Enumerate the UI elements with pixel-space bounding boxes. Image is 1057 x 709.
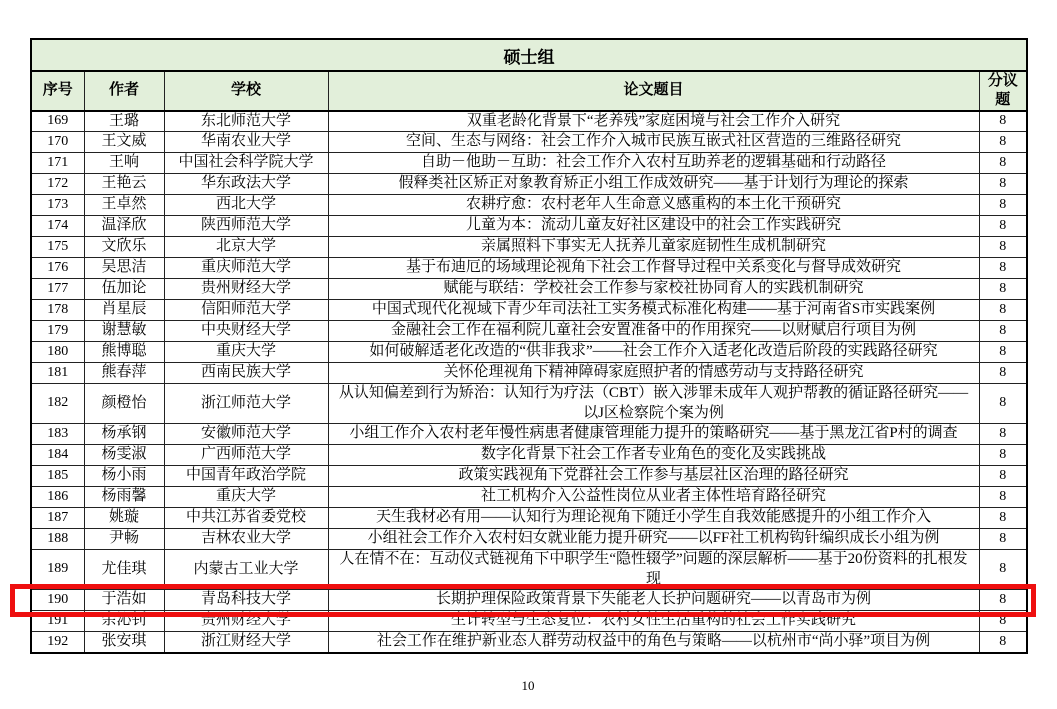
table-row [31, 237, 1027, 258]
row-author: 杨承钢 [84, 424, 164, 445]
row-topic: 8 [979, 132, 1027, 153]
table-row [31, 466, 1027, 487]
row-title: 关怀伦理视角下精神障碍家庭照护者的情感劳动与支持路径研究 [328, 363, 979, 384]
row-school: 中共江苏省委党校 [164, 508, 328, 529]
row-topic: 8 [979, 258, 1027, 279]
row-title: 亲属照料下事实无人抚养儿童家庭韧性生成机制研究 [328, 237, 979, 258]
row-author: 王璐 [84, 111, 164, 132]
row-no: 179 [31, 321, 84, 342]
row-author: 颜橙怡 [84, 384, 164, 424]
row-no: 173 [31, 195, 84, 216]
row-school: 中国青年政治学院 [164, 466, 328, 487]
table-row [31, 384, 1027, 424]
row-topic: 8 [979, 384, 1027, 424]
row-no: 188 [31, 529, 84, 550]
row-no: 180 [31, 342, 84, 363]
row-school: 重庆师范大学 [164, 258, 328, 279]
row-school: 中国社会科学院大学 [164, 153, 328, 174]
row-title: 赋能与联结：学校社会工作参与家校社协同育人的实践机制研究 [328, 279, 979, 300]
row-title: 社会工作在维护新业态人群劳动权益中的角色与策略——以杭州市“尚小驿”项目为例 [328, 632, 979, 653]
table-row [31, 508, 1027, 529]
table-row [31, 279, 1027, 300]
row-school: 重庆大学 [164, 487, 328, 508]
row-school: 青岛科技大学 [164, 590, 328, 611]
row-no: 181 [31, 363, 84, 384]
row-no: 169 [31, 111, 84, 132]
row-author: 伍加论 [84, 279, 164, 300]
row-no: 187 [31, 508, 84, 529]
row-no: 184 [31, 445, 84, 466]
row-topic: 8 [979, 529, 1027, 550]
table-row [31, 132, 1027, 153]
row-title: 基于布迪厄的场域理论视角下社会工作督导过程中关系变化与督导成效研究 [328, 258, 979, 279]
row-school: 华东政法大学 [164, 174, 328, 195]
group-title-row [31, 39, 1027, 71]
row-author: 杨雨馨 [84, 487, 164, 508]
table-row [31, 195, 1027, 216]
table-row [31, 632, 1027, 653]
row-topic: 8 [979, 550, 1027, 590]
row-no: 189 [31, 550, 84, 590]
row-topic: 8 [979, 424, 1027, 445]
column-header-row [31, 71, 1027, 111]
row-no: 176 [31, 258, 84, 279]
table-row [31, 550, 1027, 590]
table-row [31, 529, 1027, 550]
row-author: 谢慧敏 [84, 321, 164, 342]
row-author: 姚璇 [84, 508, 164, 529]
row-no: 171 [31, 153, 84, 174]
table-row [31, 300, 1027, 321]
row-topic: 8 [979, 466, 1027, 487]
row-topic: 8 [979, 279, 1027, 300]
column-header-title: 论文题目 [328, 71, 979, 111]
row-topic: 8 [979, 632, 1027, 653]
row-title: 小组工作介入农村老年慢性病患者健康管理能力提升的策略研究——基于黑龙江省P村的调查 [328, 424, 979, 445]
row-no: 175 [31, 237, 84, 258]
row-author: 王响 [84, 153, 164, 174]
row-no: 183 [31, 424, 84, 445]
row-topic: 8 [979, 153, 1027, 174]
table-row [31, 487, 1027, 508]
group-title: 硕士组 [31, 39, 1027, 71]
row-school: 广西师范大学 [164, 445, 328, 466]
row-topic: 8 [979, 195, 1027, 216]
row-topic: 8 [979, 216, 1027, 237]
row-no: 178 [31, 300, 84, 321]
row-title: 金融社会工作在福利院儿童社会安置准备中的作用探究——以财赋启行项目为例 [328, 321, 979, 342]
row-author: 熊博聪 [84, 342, 164, 363]
table-row [31, 153, 1027, 174]
table-row [31, 258, 1027, 279]
row-no: 190 [31, 590, 84, 611]
row-author: 王卓然 [84, 195, 164, 216]
column-header-no: 序号 [31, 71, 84, 111]
row-author: 尹畅 [84, 529, 164, 550]
column-header-topic: 分议题 [979, 71, 1027, 111]
row-topic: 8 [979, 363, 1027, 384]
row-topic: 8 [979, 487, 1027, 508]
row-topic: 8 [979, 321, 1027, 342]
row-school: 中央财经大学 [164, 321, 328, 342]
row-author: 吴思洁 [84, 258, 164, 279]
row-author: 王艳云 [84, 174, 164, 195]
row-topic: 8 [979, 342, 1027, 363]
row-topic: 8 [979, 445, 1027, 466]
table-row [31, 363, 1027, 384]
table-row [31, 321, 1027, 342]
row-author: 杨小雨 [84, 466, 164, 487]
row-school: 贵州财经大学 [164, 611, 328, 632]
row-school: 东北师范大学 [164, 111, 328, 132]
thesis-table [30, 38, 1028, 654]
row-title: 中国式现代化视域下青少年司法社工实务模式标准化构建——基于河南省S市实践案例 [328, 300, 979, 321]
row-title: 数字化背景下社会工作者专业角色的变化及实践挑战 [328, 445, 979, 466]
row-no: 192 [31, 632, 84, 653]
row-title: 天生我材必有用——认知行为理论视角下随迁小学生自我效能感提升的小组工作介入 [328, 508, 979, 529]
row-topic: 8 [979, 590, 1027, 611]
row-school: 华南农业大学 [164, 132, 328, 153]
page-number: 10 [521, 678, 535, 693]
table-row [31, 342, 1027, 363]
table-row [31, 611, 1027, 632]
row-topic: 8 [979, 111, 1027, 132]
row-no: 172 [31, 174, 84, 195]
row-school: 西南民族大学 [164, 363, 328, 384]
table-body [31, 111, 1027, 653]
table-row [31, 216, 1027, 237]
table-row [31, 111, 1027, 132]
row-author: 张安琪 [84, 632, 164, 653]
row-title: 自助－他助－互助：社会工作介入农村互助养老的逻辑基础和行动路径 [328, 153, 979, 174]
row-title: 社工机构介入公益性岗位从业者主体性培育路径研究 [328, 487, 979, 508]
row-title: 从认知偏差到行为矫治：认知行为疗法（CBT）嵌入涉罪未成年人观护帮教的循证路径研究——以J区检察院个案为例 [328, 384, 979, 424]
row-author: 于浩如 [84, 590, 164, 611]
row-topic: 8 [979, 611, 1027, 632]
row-title: 假释类社区矫正对象教育矫正小组工作成效研究——基于计划行为理论的探索 [328, 174, 979, 195]
row-author: 肖星辰 [84, 300, 164, 321]
row-school: 内蒙古工业大学 [164, 550, 328, 590]
row-topic: 8 [979, 300, 1027, 321]
row-author: 余沁钊 [84, 611, 164, 632]
row-no: 186 [31, 487, 84, 508]
row-no: 185 [31, 466, 84, 487]
row-author: 杨雯淑 [84, 445, 164, 466]
row-title: 生计转型与生态复位：农村女性生活重构的社会工作实践研究 [328, 611, 979, 632]
row-topic: 8 [979, 237, 1027, 258]
table-row [31, 174, 1027, 195]
row-author: 王文威 [84, 132, 164, 153]
row-no: 182 [31, 384, 84, 424]
row-school: 北京大学 [164, 237, 328, 258]
row-school: 西北大学 [164, 195, 328, 216]
row-school: 浙江师范大学 [164, 384, 328, 424]
row-topic: 8 [979, 508, 1027, 529]
row-no: 174 [31, 216, 84, 237]
row-author: 尤佳琪 [84, 550, 164, 590]
row-title: 小组社会工作介入农村妇女就业能力提升研究——以FF社工机构钩针编织成长小组为例 [328, 529, 979, 550]
column-header-school: 学校 [164, 71, 328, 111]
table-row [31, 424, 1027, 445]
table-row [31, 590, 1027, 611]
row-school: 浙江财经大学 [164, 632, 328, 653]
row-title: 双重老龄化背景下“老养残”家庭困境与社会工作介入研究 [328, 111, 979, 132]
row-title: 农耕疗愈：农村老年人生命意义感重构的本土化干预研究 [328, 195, 979, 216]
row-school: 重庆大学 [164, 342, 328, 363]
column-header-author: 作者 [84, 71, 164, 111]
row-title: 儿童为本：流动儿童友好社区建设中的社会工作实践研究 [328, 216, 979, 237]
row-no: 191 [31, 611, 84, 632]
row-author: 温泽欣 [84, 216, 164, 237]
row-topic: 8 [979, 174, 1027, 195]
row-no: 170 [31, 132, 84, 153]
row-title: 如何破解适老化改造的“供非我求”——社会工作介入适老化改造后阶段的实践路径研究 [328, 342, 979, 363]
row-school: 信阳师范大学 [164, 300, 328, 321]
row-title: 长期护理保险政策背景下失能老人长护问题研究——以青岛市为例 [328, 590, 979, 611]
row-school: 安徽师范大学 [164, 424, 328, 445]
row-no: 177 [31, 279, 84, 300]
row-school: 贵州财经大学 [164, 279, 328, 300]
row-title: 人在情不在：互动仪式链视角下中职学生“隐性辍学”问题的深层解析——基于20份资料的扎根发现 [328, 550, 979, 590]
table-row [31, 445, 1027, 466]
row-title: 政策实践视角下党群社会工作参与基层社区治理的路径研究 [328, 466, 979, 487]
row-author: 文欣乐 [84, 237, 164, 258]
row-school: 吉林农业大学 [164, 529, 328, 550]
row-school: 陕西师范大学 [164, 216, 328, 237]
row-title: 空间、生态与网络：社会工作介入城市民族互嵌式社区营造的三维路径研究 [328, 132, 979, 153]
row-author: 熊春萍 [84, 363, 164, 384]
